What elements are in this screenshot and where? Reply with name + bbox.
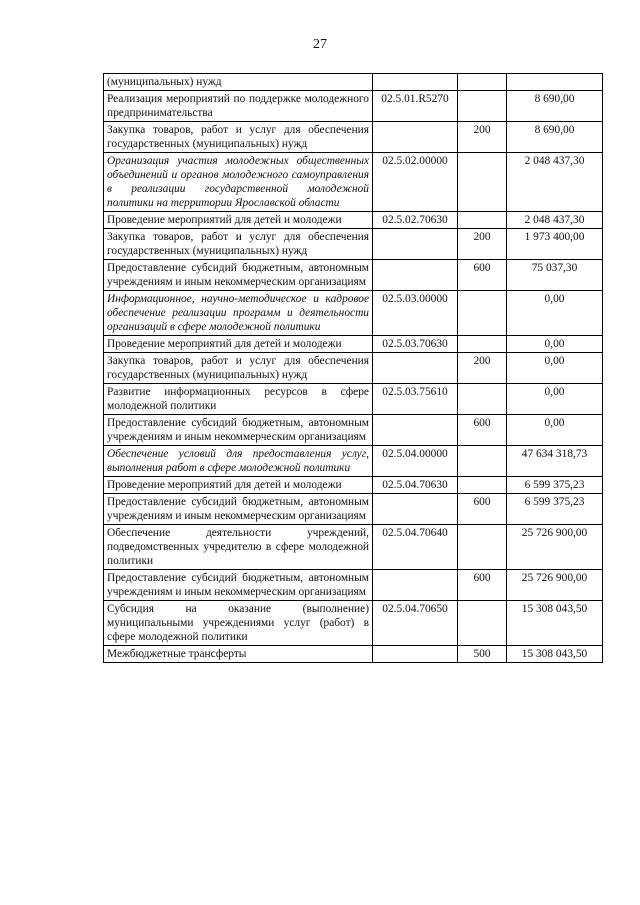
cell-code — [373, 415, 458, 446]
cell-code: 02.5.03.00000 — [373, 291, 458, 336]
budget-table-body — [104, 74, 603, 663]
table-row — [104, 74, 603, 91]
table-row — [104, 153, 603, 212]
table-row — [104, 525, 603, 570]
cell-name: Информационное, научно-методическое и кадровое обеспечение реализации программ и деятельности организаций в сфере молодежной политики — [104, 291, 373, 336]
cell-name: Закупка товаров, работ и услуг для обеспечения государственных (муниципальных) нужд — [104, 353, 373, 384]
cell-amount: 25 726 900,00 — [507, 525, 603, 570]
cell-code — [373, 74, 458, 91]
cell-name: Субсидия на оказание (выполнение) муниципальными учреждениями услуг (работ) в сфере молодежной политики — [104, 601, 373, 646]
cell-amount: 0,00 — [507, 291, 603, 336]
cell-amount: 0,00 — [507, 353, 603, 384]
cell-name: Проведение мероприятий для детей и молодежи — [104, 336, 373, 353]
budget-table — [103, 73, 603, 663]
cell-code: 02.5.04.00000 — [373, 446, 458, 477]
cell-code — [373, 122, 458, 153]
cell-expense-type: 200 — [458, 122, 507, 153]
cell-name: Предоставление субсидий бюджетным, автономным учреждениям и иным некоммерческим организациям — [104, 494, 373, 525]
cell-code: 02.5.04.70640 — [373, 525, 458, 570]
cell-name: Закупка товаров, работ и услуг для обеспечения государственных (муниципальных) нужд — [104, 122, 373, 153]
cell-name: Проведение мероприятий для детей и молодежи — [104, 212, 373, 229]
cell-name: Обеспечение условий для предоставления услуг, выполнения работ в сфере молодежной политики — [104, 446, 373, 477]
table-row — [104, 91, 603, 122]
table-row — [104, 601, 603, 646]
cell-expense-type — [458, 91, 507, 122]
cell-name: Обеспечение деятельности учреждений, подведомственных учредителю в сфере молодежной политики — [104, 525, 373, 570]
cell-expense-type: 200 — [458, 229, 507, 260]
table-row — [104, 446, 603, 477]
cell-expense-type — [458, 212, 507, 229]
cell-name: Предоставление субсидий бюджетным, автономным учреждениям и иным некоммерческим организациям — [104, 570, 373, 601]
cell-name: Проведение мероприятий для детей и молодежи — [104, 477, 373, 494]
cell-amount: 15 308 043,50 — [507, 646, 603, 663]
table-row — [104, 260, 603, 291]
table-row — [104, 122, 603, 153]
cell-expense-type — [458, 477, 507, 494]
table-row — [104, 212, 603, 229]
cell-amount: 75 037,30 — [507, 260, 603, 291]
cell-code — [373, 494, 458, 525]
table-row — [104, 477, 603, 494]
cell-name: Реализация мероприятий по поддержке молодежного предпринимательства — [104, 91, 373, 122]
table-row — [104, 384, 603, 415]
cell-expense-type — [458, 74, 507, 91]
cell-code — [373, 570, 458, 601]
cell-expense-type — [458, 291, 507, 336]
cell-amount: 6 599 375,23 — [507, 477, 603, 494]
cell-code: 02.5.04.70650 — [373, 601, 458, 646]
cell-expense-type — [458, 601, 507, 646]
cell-code — [373, 353, 458, 384]
cell-amount: 8 690,00 — [507, 91, 603, 122]
cell-amount: 2 048 437,30 — [507, 212, 603, 229]
cell-code — [373, 646, 458, 663]
table-row — [104, 336, 603, 353]
cell-amount — [507, 74, 603, 91]
cell-amount: 6 599 375,23 — [507, 494, 603, 525]
cell-name: Организация участия молодежных общественных объединений и органов молодежного самоуправления в реализации государственной молодежной политики на территории Ярославской области — [104, 153, 373, 212]
cell-name: (муниципальных) нужд — [104, 74, 373, 91]
cell-name: Предоставление субсидий бюджетным, автономным учреждениям и иным некоммерческим организациям — [104, 260, 373, 291]
cell-code: 02.5.03.75610 — [373, 384, 458, 415]
cell-amount: 8 690,00 — [507, 122, 603, 153]
cell-expense-type — [458, 153, 507, 212]
cell-amount: 25 726 900,00 — [507, 570, 603, 601]
cell-code — [373, 260, 458, 291]
table-row — [104, 570, 603, 601]
cell-expense-type: 600 — [458, 494, 507, 525]
cell-expense-type: 600 — [458, 570, 507, 601]
cell-code: 02.5.02.00000 — [373, 153, 458, 212]
cell-code: 02.5.04.70630 — [373, 477, 458, 494]
cell-expense-type: 500 — [458, 646, 507, 663]
cell-expense-type — [458, 336, 507, 353]
cell-name: Предоставление субсидий бюджетным, автономным учреждениям и иным некоммерческим организациям — [104, 415, 373, 446]
cell-amount: 0,00 — [507, 336, 603, 353]
cell-expense-type — [458, 525, 507, 570]
cell-expense-type: 600 — [458, 415, 507, 446]
table-row — [104, 415, 603, 446]
cell-amount: 47 634 318,73 — [507, 446, 603, 477]
table-row — [104, 646, 603, 663]
table-row — [104, 291, 603, 336]
cell-amount: 15 308 043,50 — [507, 601, 603, 646]
cell-code: 02.5.03.70630 — [373, 336, 458, 353]
table-row — [104, 494, 603, 525]
cell-expense-type — [458, 384, 507, 415]
table-row — [104, 229, 603, 260]
cell-expense-type — [458, 446, 507, 477]
cell-name: Межбюджетные трансферты — [104, 646, 373, 663]
cell-code: 02.5.01.R5270 — [373, 91, 458, 122]
page-number: 27 — [313, 37, 327, 52]
table-row — [104, 353, 603, 384]
cell-amount: 0,00 — [507, 384, 603, 415]
cell-amount: 2 048 437,30 — [507, 153, 603, 212]
cell-expense-type: 600 — [458, 260, 507, 291]
cell-name: Закупка товаров, работ и услуг для обеспечения государственных (муниципальных) нужд — [104, 229, 373, 260]
cell-code: 02.5.02.70630 — [373, 212, 458, 229]
cell-amount: 1 973 400,00 — [507, 229, 603, 260]
cell-amount: 0,00 — [507, 415, 603, 446]
cell-name: Развитие информационных ресурсов в сфере молодежной политики — [104, 384, 373, 415]
cell-code — [373, 229, 458, 260]
cell-expense-type: 200 — [458, 353, 507, 384]
